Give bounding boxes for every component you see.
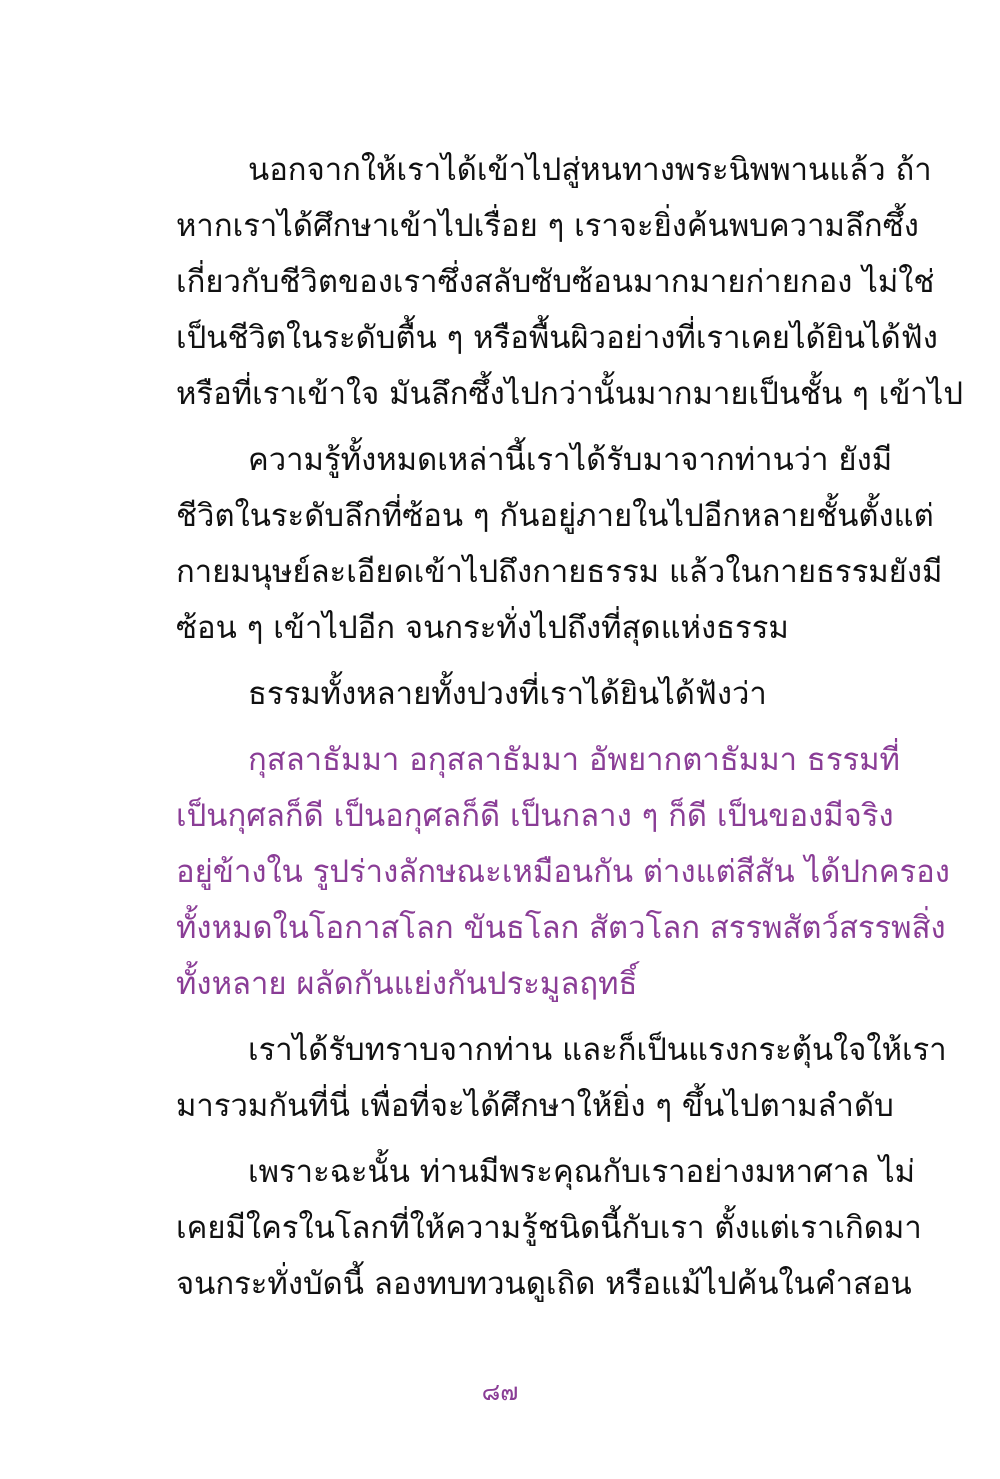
page-number: ๘๗ [481, 1378, 519, 1406]
text-line: จนกระทั่งบัดนี้ ลองทบทวนดูเถิด หรือแม้ไปค้นในคำสอน [176, 1266, 912, 1302]
quote-line: ทั้งหลาย ผลัดกันแย่งกันประมูลฤทธิ์ [176, 966, 638, 1002]
text-line: เคยมีใครในโลกที่ให้ความรู้ชนิดนี้กับเรา ตั้งแต่เราเกิดมา [176, 1210, 922, 1246]
text-line: หรือที่เราเข้าใจ มันลึกซึ้งไปกว่านั้นมากมายเป็นชั้น ๆ เข้าไป [176, 376, 964, 412]
page-body [176, 142, 964, 1322]
quoted-passage [176, 732, 950, 1012]
text-line: กายมนุษย์ละเอียดเข้าไปถึงกายธรรม แล้วในกายธรรมยังมี [176, 554, 943, 590]
text-line: ธรรมทั้งหลายทั้งปวงที่เราได้ยินได้ฟังว่า [248, 676, 767, 712]
paragraph-5 [176, 1022, 947, 1134]
text-line: เพราะฉะนั้น ท่านมีพระคุณกับเราอย่างมหาศาล ไม่ [248, 1154, 916, 1190]
quote-line: ทั้งหมดในโอกาสโลก ขันธโลก สัตวโลก สรรพสัตว์สรรพสิ่ง [176, 910, 946, 946]
text-line: หากเราได้ศึกษาเข้าไปเรื่อย ๆ เราจะยิ่งค้นพบความลึกซึ้ง [176, 208, 919, 244]
text-line: ชีวิตในระดับลึกที่ซ้อน ๆ กันอยู่ภายในไปอีกหลายชั้นตั้งแต่ [176, 498, 934, 534]
text-line: นอกจากให้เราได้เข้าไปสู่หนทางพระนิพพานแล้ว ถ้า [248, 152, 932, 188]
paragraph-1 [176, 142, 964, 422]
paragraph-2 [176, 432, 943, 656]
quote-line: เป็นกุศลก็ดี เป็นอกุศลก็ดี เป็นกลาง ๆ ก็ดี เป็นของมีจริง [176, 798, 894, 834]
text-line: มารวมกันที่นี่ เพื่อที่จะได้ศึกษาให้ยิ่ง ๆ ขึ้นไปตามลำดับ [176, 1088, 894, 1124]
text-line: เป็นชีวิตในระดับตื้น ๆ หรือพื้นผิวอย่างที่เราเคยได้ยินได้ฟัง [176, 320, 938, 356]
quote-line: อยู่ข้างใน รูปร่างลักษณะเหมือนกัน ต่างแต่สีสัน ได้ปกครอง [176, 854, 950, 890]
text-line: เกี่ยวกับชีวิตของเราซึ่งสลับซับซ้อนมากมายก่ายกอง ไม่ใช่ [176, 264, 935, 300]
text-line: ความรู้ทั้งหมดเหล่านี้เราได้รับมาจากท่านว่า ยังมี [248, 442, 893, 478]
quote-line: กุสลาธัมมา อกุสลาธัมมา อัพยากตาธัมมา ธรรมที่ [248, 742, 900, 778]
text-line: ซ้อน ๆ เข้าไปอีก จนกระทั่งไปถึงที่สุดแห่งธรรม [176, 610, 789, 646]
text-line: เราได้รับทราบจากท่าน และก็เป็นแรงกระตุ้นใจให้เรา [248, 1032, 947, 1068]
paragraph-3 [176, 666, 860, 722]
paragraph-6 [176, 1144, 922, 1312]
